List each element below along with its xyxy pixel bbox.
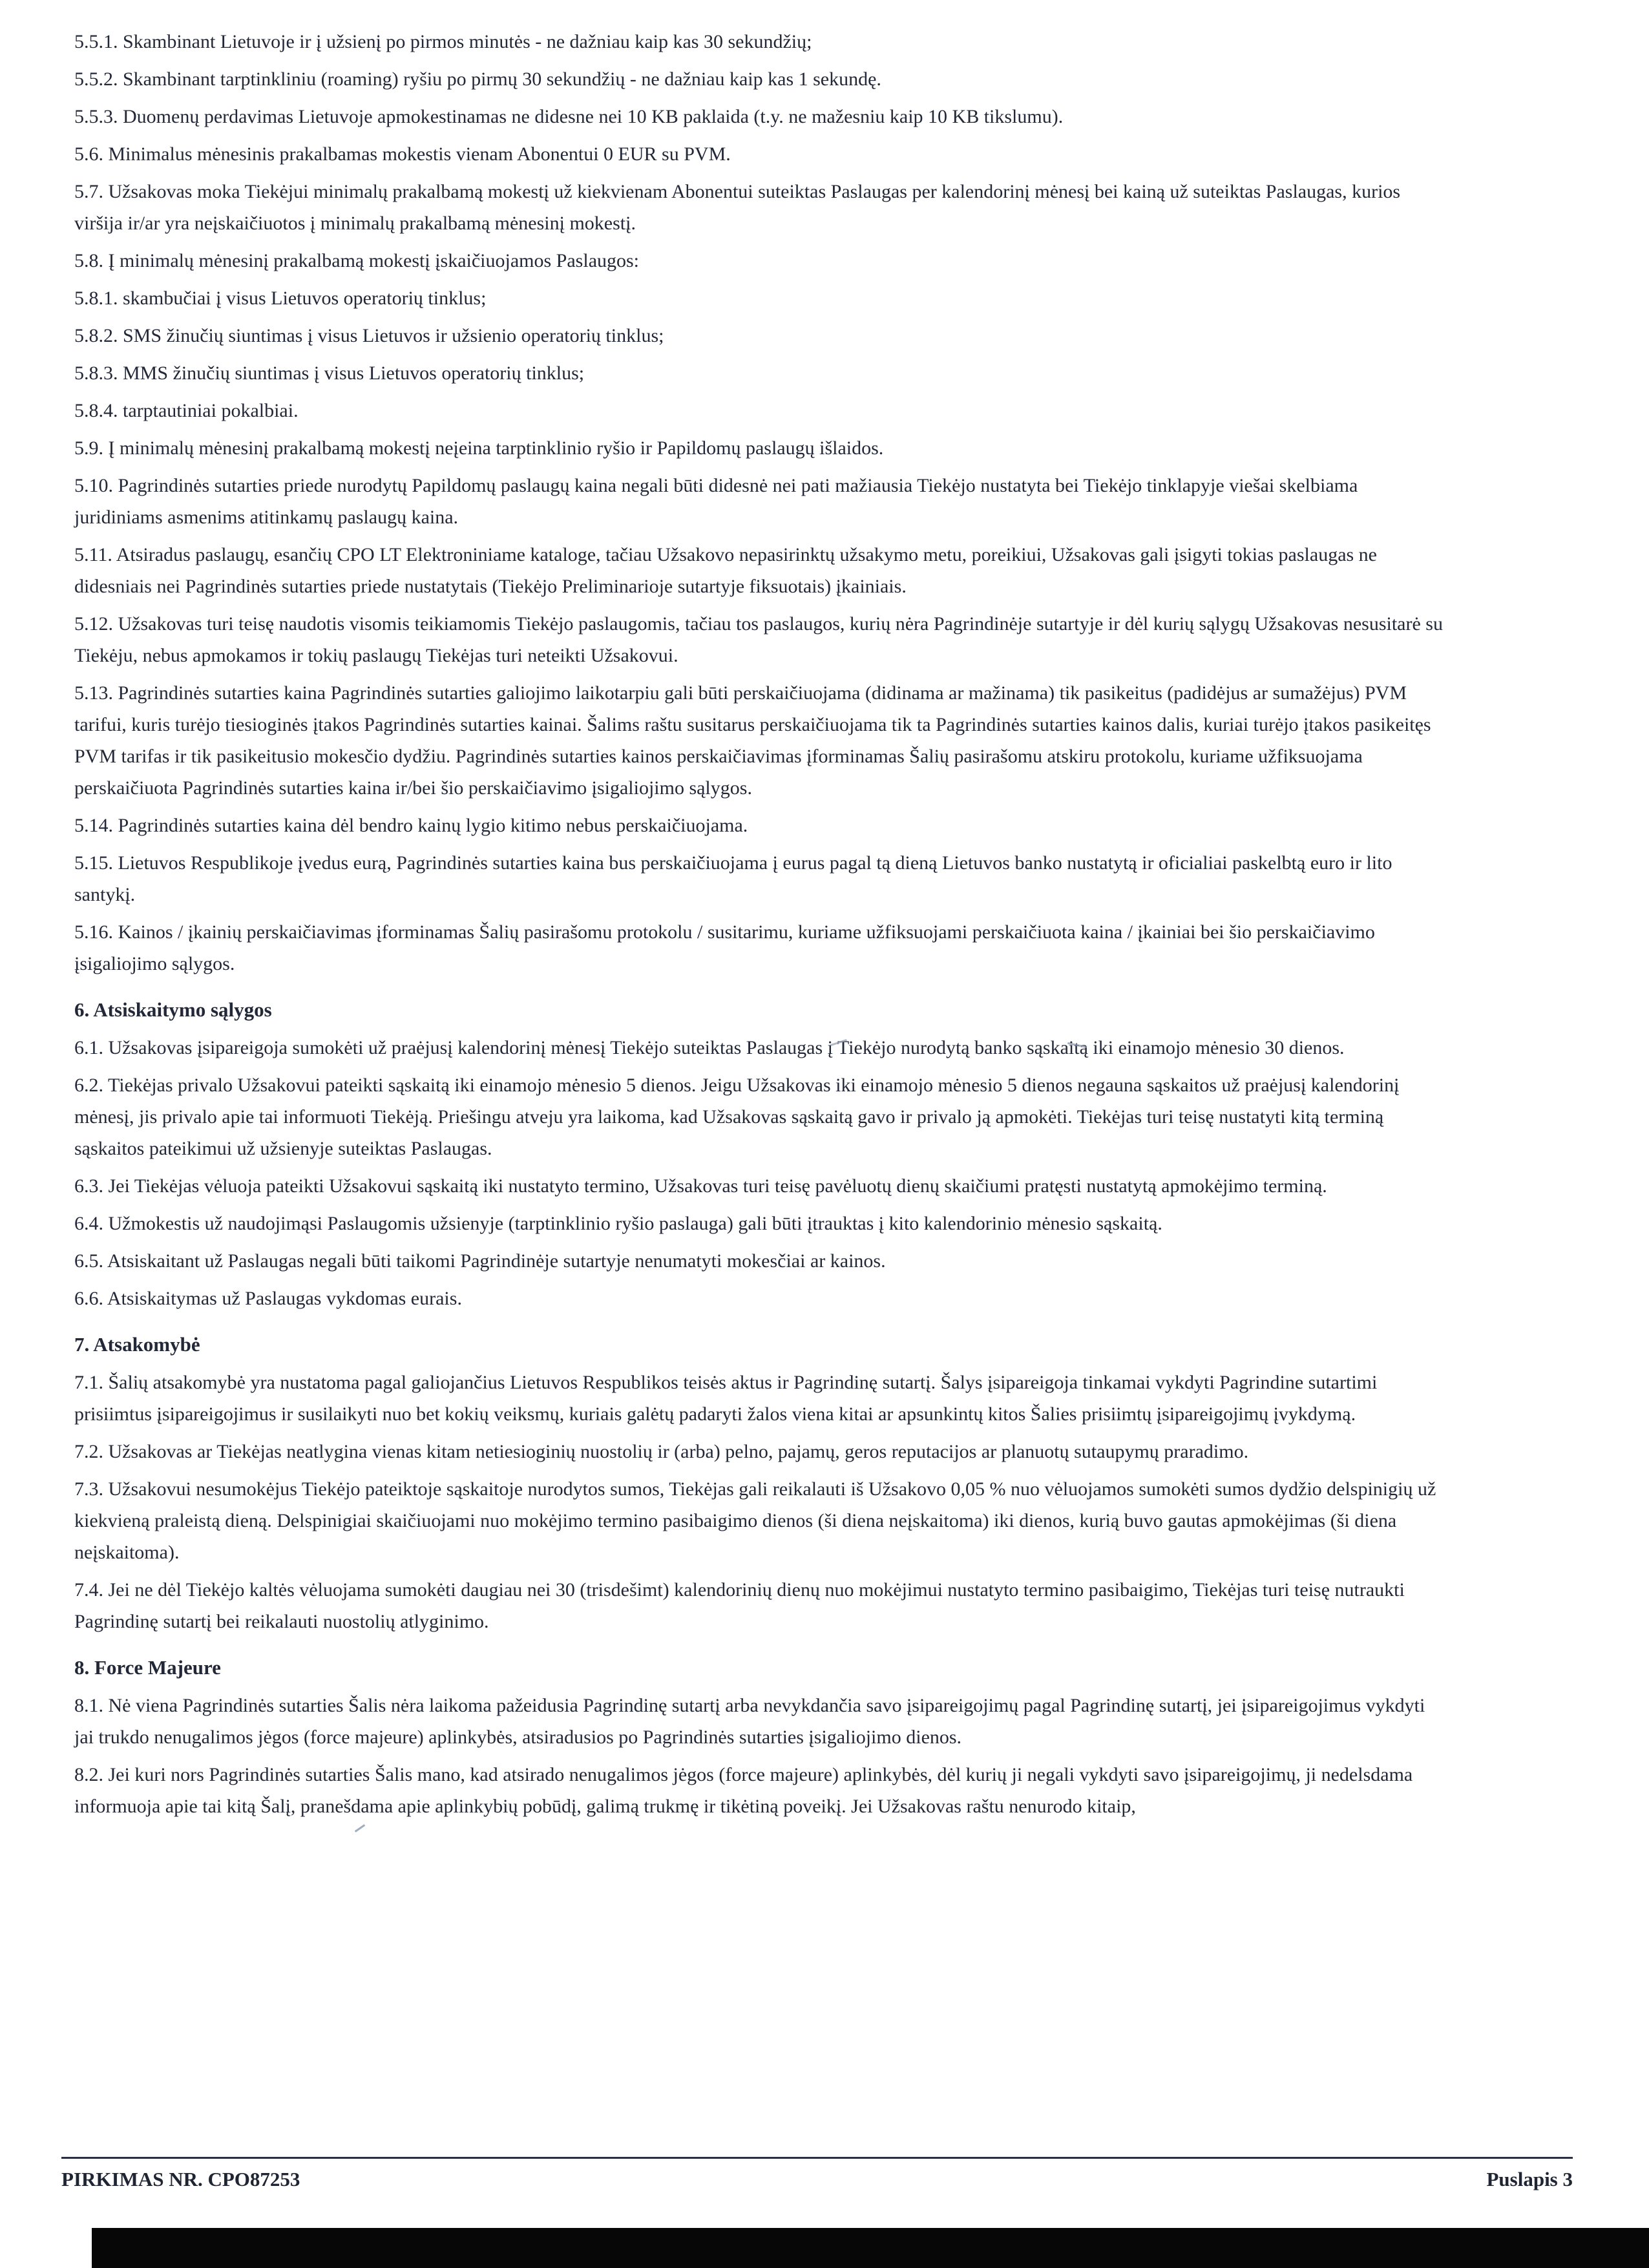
- clause: [74, 1245, 1443, 1277]
- clause-text: Pagrindinės sutarties kaina Pagrindinės sutarties galiojimo laikotarpiu gali būti perskaičiuojama (didinama ar mažinama) tik pasikeitus (padidėjus ar sumažėjus) PVM tarifui, kuris turėjo tiesioginės įtakos Pagrindinės sutarties kainai. Šalims raštu susitarus perskaičiuojama tik ta Pagrindinės sutarties kainos dalis, kuriai turėjo įtakos pasikeitęs PVM tarifas ir tik pasikeitusio mokesčio dydžiu. Pagrindinės sutarties kainos perskaičiavimas įforminamas Šalių pasirašomu atskiru protokolu, kuriame užfiksuojama perskaičiuota Pagrindinės sutarties kaina ir/bei šio perskaičiavimo įsigaliojimo sąlygos.: [74, 682, 1431, 799]
- clause: [74, 176, 1443, 239]
- clause-text: skambučiai į visus Lietuvos operatorių tinklus;: [123, 288, 487, 309]
- clause-number: 7.: [74, 1333, 90, 1356]
- clause-number: 7.2.: [74, 1441, 103, 1462]
- clause-text: Į minimalų mėnesinį prakalbamą mokestį įskaičiuojamos Paslaugos:: [108, 250, 640, 271]
- clause-text: Užsakovas turi teisę naudotis visomis teikiamomis Tiekėjo paslaugomis, tačiau tos paslaugos, kurių nėra Pagrindinėje sutartyje ir dėl kurių sąlygų Užsakovas nesusitarė su Tiekėju, nebus apmokamos ir tokių paslaugų Tiekėjas turi neteikti Užsakovui.: [74, 613, 1443, 666]
- clause: [74, 1690, 1443, 1753]
- clause-text: Nė viena Pagrindinės sutarties Šalis nėra laikoma pažeidusia Pagrindinę sutartį arba nevykdančia savo įsipareigojimų pagal Pagrindinę sutartį, jei įsipareigojimus vykdyti jai trukdo nenugalimos jėgos (force majeure) aplinkybės, atsiradusios po Pagrindinės sutarties įsigaliojimo dienos.: [74, 1695, 1425, 1748]
- footer-page-number: Puslapis 3: [1486, 2168, 1573, 2190]
- scan-edge-artifact: [92, 2228, 1649, 2268]
- clause-number: 5.7.: [74, 181, 103, 202]
- clause: [74, 1759, 1443, 1822]
- clause: [74, 282, 1443, 314]
- clause: [74, 1208, 1443, 1239]
- clause-text: Minimalus mėnesinis prakalbamas mokestis vienam Abonentui 0 EUR su PVM.: [108, 143, 731, 165]
- clause: [74, 26, 1443, 58]
- clause: [74, 357, 1443, 389]
- clause: [74, 1436, 1443, 1467]
- clause: [74, 1473, 1443, 1568]
- clause-number: 5.6.: [74, 143, 103, 165]
- clause-text: Užsakovas moka Tiekėjui minimalų prakalbamą mokestį už kiekvienam Abonentui suteiktas Paslaugas per kalendorinį mėnesį bei kainą už suteiktas Paslaugas, kurios viršija ir/ar yra neįskaičiuotos į minimalų prakalbamą mėnesinį mokestį.: [74, 181, 1401, 234]
- document-body: [74, 26, 1443, 1828]
- clause-number: 5.5.3.: [74, 106, 118, 127]
- clause-number: 5.9.: [74, 437, 103, 459]
- clause-text: Skambinant Lietuvoje ir į užsienį po pirmos minutės - ne dažniau kaip kas 30 sekundžių;: [123, 31, 812, 52]
- clause-number: 5.13.: [74, 682, 113, 704]
- clause-number: 5.8.3.: [74, 362, 118, 384]
- clause: [74, 1367, 1443, 1430]
- clause-text: Užsakovas ar Tiekėjas neatlygina vienas kitam netiesioginių nuostolių ir (arba) pelno, pajamų, geros reputacijos ar planuotų sutaupymų praradimo.: [108, 1441, 1249, 1462]
- clause: [74, 847, 1443, 910]
- clause: [74, 1574, 1443, 1637]
- clause: [74, 138, 1443, 170]
- clause-number: 6.3.: [74, 1175, 103, 1197]
- clause-text: Tiekėjas privalo Užsakovui pateikti sąskaitą iki einamojo mėnesio 5 dienos. Jeigu Užsakovas iki einamojo mėnesio 5 dienos negauna sąskaitos už praėjusį kalendorinį mėnesį, jis privalo apie tai informuoti Tiekėją. Priešingu atveju yra laikoma, kad Užsakovas sąskaitą gavo ir privalo ją apmokėti. Tiekėjas turi teisę nustatyti kitą terminą sąskaitos pateikimui už užsienyje suteiktas Paslaugas.: [74, 1075, 1400, 1159]
- clause: [74, 432, 1443, 464]
- clause-text: Į minimalų mėnesinį prakalbamą mokestį neįeina tarptinklinio ryšio ir Papildomų paslaugų išlaidos.: [108, 437, 884, 459]
- clause-number: 5.16.: [74, 921, 113, 943]
- clause-text: MMS žinučių siuntimas į visus Lietuvos operatorių tinklus;: [123, 362, 585, 384]
- clause: [74, 539, 1443, 602]
- clause: [74, 1283, 1443, 1314]
- clause-text: Kainos / įkainių perskaičiavimas įforminamas Šalių pasirašomu protokolu / susitarimu, kuriame užfiksuojami perskaičiuota kaina / įkainiai bei šio perskaičiavimo įsigaliojimo sąlygos.: [74, 921, 1375, 974]
- section-title: Force Majeure: [94, 1656, 221, 1679]
- clause-number: 6.1.: [74, 1037, 103, 1058]
- clause: [74, 470, 1443, 533]
- clause: [74, 608, 1443, 671]
- clause-text: Užsakovas įsipareigoja sumokėti už praėjusį kalendorinį mėnesį Tiekėjo suteiktas Paslaugas į Tiekėjo nurodytą banko sąskaitą iki einamojo mėnesio 30 dienos.: [108, 1037, 1345, 1058]
- clause-text: Duomenų perdavimas Lietuvoje apmokestinamas ne didesne nei 10 KB paklaida (t.y. ne mažesniu kaip 10 KB tikslumu).: [123, 106, 1064, 127]
- clause-text: Skambinant tarptinkliniu (roaming) ryšiu po pirmų 30 sekundžių - ne dažniau kaip kas 1 sekundę.: [123, 68, 881, 90]
- clause-text: Užmokestis už naudojimąsi Paslaugomis užsienyje (tarptinklinio ryšio paslauga) gali būti įtrauktas į kito kalendorinio mėnesio sąskaitą.: [108, 1213, 1162, 1234]
- clause: [74, 1069, 1443, 1164]
- clause-text: Užsakovui nesumokėjus Tiekėjo pateiktoje sąskaitoje nurodytos sumos, Tiekėjas gali reikalauti iš Užsakovo 0,05 % nuo vėluojamos sumokėti sumos dydžio delspinigių už kiekvieną praleistą dieną. Delspinigiai skaičiuojami nuo mokėjimo termino pasibaigimo dienos (ši diena neįskaitoma) iki dienos, kurią buvo gautas apmokėjimas (ši diena neįskaitoma).: [74, 1478, 1436, 1563]
- clause: [74, 245, 1443, 277]
- clause-number: 6.2.: [74, 1075, 103, 1096]
- clause-number: 7.1.: [74, 1372, 103, 1393]
- clause-text: Jei kuri nors Pagrindinės sutarties Šalis mano, kad atsirado nenugalimos jėgos (force majeure) aplinkybės, dėl kurių ji negali vykdyti savo įsipareigojimų, ji nedelsdama informuoja apie tai kitą Šalį, pranešdama apie aplinkybių pobūdį, galimą trukmę ir tikėtiną poveikį. Jei Užsakovas raštu nenurodo kitaip,: [74, 1764, 1413, 1817]
- clause: [74, 916, 1443, 980]
- clause-number: 5.5.1.: [74, 31, 118, 52]
- clause: [74, 677, 1443, 804]
- clause-text: SMS žinučių siuntimas į visus Lietuvos ir užsienio operatorių tinklus;: [123, 325, 664, 346]
- clause-text: Atsiskaitant už Paslaugas negali būti taikomi Pagrindinėje sutartyje nenumatyti mokesčiai ar kainos.: [107, 1250, 886, 1272]
- clause-number: 5.10.: [74, 475, 113, 496]
- clause-number: 5.8.: [74, 250, 103, 271]
- footer-procurement-number: PIRKIMAS NR. CPO87253: [61, 2168, 300, 2190]
- section-heading: [74, 1652, 1443, 1683]
- clause-text: Jei Tiekėjas vėluoja pateikti Užsakovui sąskaitą iki nustatyto termino, Užsakovas turi teisę pavėluotų dienų skaičiumi pratęsti nustatytą apmokėjimo terminą.: [108, 1175, 1327, 1197]
- clause-number: 5.8.2.: [74, 325, 118, 346]
- section-title: Atsiskaitymo sąlygos: [93, 998, 272, 1021]
- clause-number: 6.6.: [74, 1288, 103, 1309]
- clause-text: Pagrindinės sutarties kaina dėl bendro kainų lygio kitimo nebus perskaičiuojama.: [118, 815, 748, 836]
- clause: [74, 320, 1443, 352]
- clause-number: 7.4.: [74, 1579, 103, 1601]
- clause-text: tarptautiniai pokalbiai.: [123, 400, 299, 421]
- section-title: Atsakomybė: [93, 1333, 200, 1356]
- clause-number: 5.8.1.: [74, 288, 118, 309]
- section-heading: [74, 1328, 1443, 1360]
- clause-number: 6.5.: [74, 1250, 103, 1272]
- clause-number: 5.14.: [74, 815, 113, 836]
- clause-text: Šalių atsakomybė yra nustatoma pagal galiojančius Lietuvos Respublikos teisės aktus ir Pagrindinę sutartį. Šalys įsipareigoja tinkamai vykdyti Pagrindine sutartimi prisiimtus įsipareigojimus ir susilaikyti nuo bet kokių veiksmų, kuriais galėtų padaryti žalos viena kitai ar apsunkintų kitos Šalies prisiimtų įsipareigojimų įvykdymą.: [74, 1372, 1378, 1425]
- clause-number: 7.3.: [74, 1478, 103, 1500]
- section-heading: [74, 994, 1443, 1025]
- clause: [74, 810, 1443, 841]
- clause: [74, 1170, 1443, 1202]
- clause-number: 8.: [74, 1656, 90, 1679]
- clause-text: Jei ne dėl Tiekėjo kaltės vėluojama sumokėti daugiau nei 30 (trisdešimt) kalendorinių dienų nuo mokėjimui nustatyto termino pasibaigimo, Tiekėjas turi teisę nutraukti Pagrindinę sutartį bei reikalauti nuostolių atlyginimo.: [74, 1579, 1405, 1632]
- clause-number: 6.4.: [74, 1213, 103, 1234]
- clause-number: 8.2.: [74, 1764, 103, 1785]
- clause-number: 5.11.: [74, 544, 112, 565]
- page-footer: [61, 2157, 1573, 2191]
- clause-number: 8.1.: [74, 1695, 103, 1716]
- clause-number: 6.: [74, 998, 90, 1021]
- clause-number: 5.5.2.: [74, 68, 118, 90]
- clause: [74, 101, 1443, 132]
- clause-number: 5.8.4.: [74, 400, 118, 421]
- clause-text: Atsiskaitymas už Paslaugas vykdomas eurais.: [107, 1288, 462, 1309]
- clause: [74, 1032, 1443, 1064]
- clause-text: Atsiradus paslaugų, esančių CPO LT Elektroniniame kataloge, tačiau Užsakovo nepasirinktų užsakymo metu, poreikiui, Užsakovas gali įsigyti tokias paslaugas ne didesniais nei Pagrindinės sutarties priede nustatytais (Tiekėjo Preliminarioje sutartyje fiksuotais) įkainiais.: [74, 544, 1377, 597]
- clause-number: 5.15.: [74, 852, 113, 874]
- clause-text: Pagrindinės sutarties priede nurodytų Papildomų paslaugų kaina negali būti didesnė nei pati mažiausia Tiekėjo nustatyta bei Tiekėjo tinklapyje viešai skelbiama juridiniams asmenims atitinkamų paslaugų kaina.: [74, 475, 1358, 528]
- clause-number: 5.12.: [74, 613, 113, 635]
- clause: [74, 63, 1443, 95]
- clause-text: Lietuvos Respublikoje įvedus eurą, Pagrindinės sutarties kaina bus perskaičiuojama į eurus pagal tą dieną Lietuvos banko nustatytą ir oficialiai paskelbtą euro ir lito santykį.: [74, 852, 1392, 905]
- clause: [74, 395, 1443, 426]
